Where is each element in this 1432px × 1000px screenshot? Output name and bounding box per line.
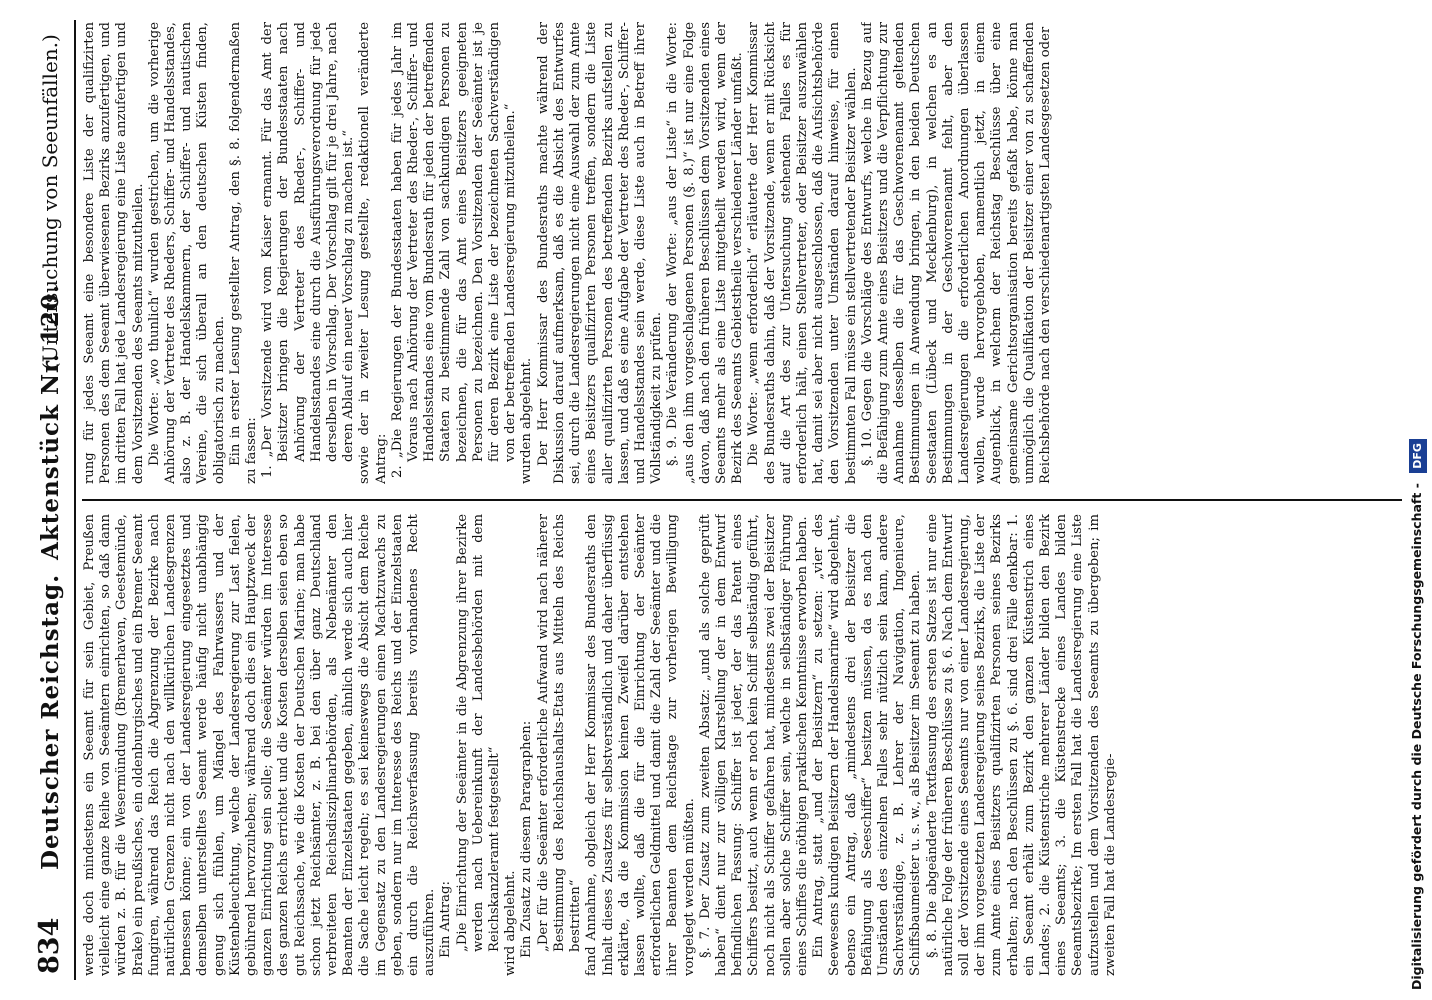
document-number: Aktenstück Nr. 120. xyxy=(37,283,64,560)
paragraph: Die Worte: „wo thunlich“ wurden gestrichen, um die vorherige Anhörung der Vertreter des Rheders, Schiffer- und Handelsstandes, also z. B. der Handelskammern, der Schiffer- und nautischen Vereine, die sich überall an den deutschen Küsten finden, obligatorisch zu machen. xyxy=(146,22,227,484)
paragraph: §. 9. Die Veränderung der Worte: „aus der Liste“ in die Worte: „aus den ihm vorgeschlagenen Personen (§. 8.)“ ist nur eine Folge davon, daß nach den früheren Beschlüssen dem Vorsitzenden eines Seeamts mehr als eine Liste mitgetheilt werden wird, wenn der Bezirk des Seeamts Gebietstheile verschiedener Länder umfaßt. xyxy=(665,22,746,484)
paragraph: 1. „Der Vorsitzende wird vom Kaiser ernannt. Für das Amt der Beisitzer bringen die Regierungen der Bundesstaaten nach Anhörung der Vertreter des Rheder-, Schiffer- und Handelsstandes eine durch die Ausführungsverordnung für jede derselben in Vorschlag. Der Vorschlag gilt für je drei Jahre, nach deren Ablauf ein neuer Vorschlag zu machen ist.“ xyxy=(260,22,357,478)
paragraph: §. 7. Der Zusatz zum zweiten Absatz: „und als solche geprüft haben“ dient nur zur völligen Klarstellung der in dem Entwurf befindlichen Fassung: Schiffer ist jeder, der das Patent eines Schiffers besitzt, auch wenn er noch kein Schiff selbständig geführt, noch nicht als Schiffer gefahren hat, mindestens zwei der Beisitzer sollen aber solche Schiffer sein, welche in selbständiger Führung eines Schiffes die nöthigen praktischen Kenntnisse erworben haben. xyxy=(697,514,810,976)
paragraph: Ein in erster Lesung gestellter Antrag, den §. 8. folgendermaßen zu fassen: xyxy=(227,22,260,484)
page-header xyxy=(30,20,76,980)
column-divider xyxy=(82,499,1402,501)
paragraph: „Der für die Seeämter erforderliche Aufwand wird nach näherer Bestimmung des Reichshaushalts-Etats aus Mitteln des Reichs bestritten“ xyxy=(535,514,584,952)
paragraph: fand Annahme, obgleich der Herr Kommissar des Bundesraths den Inhalt dieses Zusatzes für selbstverständlich und daher überflüssig erklärte, da die Kommission keinen Zweifel darüber entstehen lassen wollte, daß die für die Einrichtung der Seeämter erforderlichen Geldmittel und damit die Zahl der Seeämter und die ihrer Beamten dem Reichstage zur vorherigen Bewilligung vorgelegt werden müßten. xyxy=(584,514,697,976)
paragraph: §. 8. Die abgeänderte Textfassung des ersten Satzes ist nur eine natürliche Folge der früheren Beschlüsse zu §. 6. Nach dem Entwurf soll der Vorsitzende eines Seeamts nur von einer Landesregierung, der ihm vorgesetzten Landesregierung seines Bezirks, die Liste der zum Amte eines Beisitzers qualifizirten Personen seines Bezirks erhalten; nach den Beschlüssen zu §. 6. sind drei Fälle denkbar: 1. ein Seeamt erhält zum Bezirk den ganzen Küstenstrich eines Landes; 2. die Küstenstriche mehrerer Länder bilden den Bezirk eines Seeamts; 3. die Küstenstrecke eines Landes bilden Seeamtsbezirke; Im ersten Fall hat die Landesregierung eine Liste aufzustellen und dem Vorsitzenden des Seeamts zu übergeben; im zweiten Fall hat die Landesregie- xyxy=(924,514,1118,976)
paragraph: rung für jedes Seeamt eine besondere Liste der qualifizirten Personen des dem Seeamt überwiesenen Bezirks anzufertigen, und im dritten Fall hat jede Landesregierung eine Liste anzufertigen und dem Vorsitzenden des Seeamts mitzutheilen. xyxy=(82,22,146,484)
left-column xyxy=(82,514,1402,976)
paragraph: Die Worte: „wenn erforderlich“ erläuterte der Herr Kommissar des Bundesraths dahin, daß der Vorsitzende, wenn er mit Rücksicht auf die Art des zur Untersuchung stehenden Falles es für erforderlich hält, einen Stellvertreter, oder Beisitzer auszuwählen hat, damit sei aber nicht ausgeschlossen, daß die Aufsichtsbehörde den Vorsitzenden unter Umständen darauf hinweise, für einen bestimmten Fall müsse ein stellvertretender Beisitzer wählen. xyxy=(746,22,859,484)
paragraph: wurden abgelehnt. xyxy=(519,357,535,484)
digitization-stamp xyxy=(1402,0,1432,1000)
stamp-text: Digitalisierung gefördert durch die Deutsche Forschungsgemeinschaft - xyxy=(1409,483,1424,990)
paragraph: Ein Zusatz zu diesem Paragraphen: xyxy=(519,720,535,958)
paragraph: Ein Antrag: xyxy=(438,881,454,958)
document-subtitle: (Untersuchung von Seeunfällen.) xyxy=(38,34,62,370)
paragraph: 2. „Die Regierungen der Bundesstaaten haben für jedes Jahr im Voraus nach Anhörung der Vertreter des Rheder-, Schiffer- und Handelsstandes eine vom Bundesrath für jeden der betreffenden Staaten zu bestimmende Zahl von sachkundigen Personen zu bezeichnen, die für das Amt eines Beisitzers geeigneten Personen zu bezeichnen. Den Vorsitzenden der Seeämter ist je für deren Bezirk eine Liste der bezeichneten Sachverständigen von der betreffenden Landesregierung mitzutheilen.“ xyxy=(389,22,519,478)
paragraph: „Die Einrichtung der Seeämter in die Abgrenzung ihrer Bezirke werden nach Uebereinkunft der Landesbehörden mit dem Reichskanzleramt festgestellt“ xyxy=(454,514,503,952)
page-number: 834 xyxy=(34,917,65,974)
paragraph: wird abgelehnt. xyxy=(503,870,519,976)
document-page xyxy=(30,20,1410,980)
right-column xyxy=(82,22,1402,484)
paragraph: werde doch mindestens ein Seeamt für sein Gebiet, Preußen vielleicht eine ganze Reihe von Seeämtern einrichten, so daß dann würden z. B. für die Wesermündung (Bremerhaven, Geestemünde, Brake) ein preußisches, ein oldenburgisches und ein Bremer Seeamt fungiren, während das Reich die Abgrenzung der Bezirke nach natürlichen Grenzen nicht nach den willkürlichen Landesgrenzen bemessen könne; ein von der Landesregierung eingesetztes und demselben unterstelltes Seeamt werde häufig nicht unabhängig genug sich fühlen, um Mängel des Fahrwassers und der Küstenbeleuchtung, welche der Landesregierung zur Last fielen, gebührend hervorzuheben; während doch dies ein Hauptzweck der ganzen Einrichtung sein solle; die Seeämter würden im Interesse des ganzen Reichs errichtet und die Kosten derselben seien eben so gut Reichssache, wie die Kosten der Deutschen Marine; man habe schon jetzt Reichsämter, z. B. bei den über ganz Deutschland verbreiteten Reichsdisziplinarbehörden, als Nebenämter den Beamten der Einzelstaaten gegeben, ähnlich werde sich auch hier die Sache leicht regeln; es sei keineswegs die Absicht dem Reiche im Gegensatz zu den Landesregierungen einen Machtzuwachs zu geben, sondern nur im Interesse des Reichs und der Einzelstaaten ein durch die Reichsverfassung bereits vorhandenes Recht auszuführen. xyxy=(82,514,438,976)
dfg-logo: DFG xyxy=(1409,439,1427,473)
paragraph: sowie der in zweiter Lesung gestellte, redaktionell veränderte Antrag: xyxy=(357,22,389,484)
paragraph: Der Herr Kommissar des Bundesraths machte während der Diskussion darauf aufmerksam, daß es die Absicht des Entwurfes sei, durch die Landesregierungen nicht eine Auswahl der zum Amte eines Beisitzers qualifizirten Personen treffen, sondern die Liste aller qualifizirten Personen des betreffenden Bezirks aufstellen zu lassen, und daß es eine Aufgabe der Vertreter des Rheder-, Schiffer- und Handelsstandes sein werde, diese Liste auch in Betreff ihrer Vollständigkeit zu prüfen. xyxy=(535,22,665,484)
paragraph: Ein Antrag, statt „und der Beisitzern“ zu setzen: „vier des Seewesens kundigen Beisitzern der Handelsmarine“ wird abgelehnt, ebenso ein Antrag, daß „mindestens drei der Beisitzer die Befähigung als Seeschiffer“ besitzen müssen, da es nach den Umständen des einzelnen Falles sehr nützlich sein kann, andere Sachverständige, z. B. Lehrer der Navigation, Ingenieure, Schiffsbaumeister u. s. w., als Beisitzer im Seeamt zu haben. xyxy=(811,514,924,976)
publication-title: Deutscher Reichstag. xyxy=(37,573,64,870)
paragraph: §. 10. Gegen die Vorschläge des Entwurfs, welche in Bezug auf die Befähigung zum Amte eines Beisitzers und die Verpflichtung zur Annahme desselben die für das Geschworenenamt geltenden Bestimmungen in Anwendung bringen, in den beiden Deutschen Seestaaten (Lübeck und Mecklenburg), in welchen es an Bestimmungen in der Geschworenenamt fehlt, aber den Landesregierungen die erforderlichen Anordnungen überlassen wollen, wurde hervorgehoben, namentlich jetzt, in einem Augenblick, in welchem der Reichstag Beschlüsse über eine gemeinsame Gerichtsorganisation bereits gefaßt habe, könne man unmöglich die Qualifikation der Beisitzer einer von zu schaffenden Reichsbehörde nach den verschiedenartigsten Landesgesetzen oder xyxy=(859,22,1053,484)
